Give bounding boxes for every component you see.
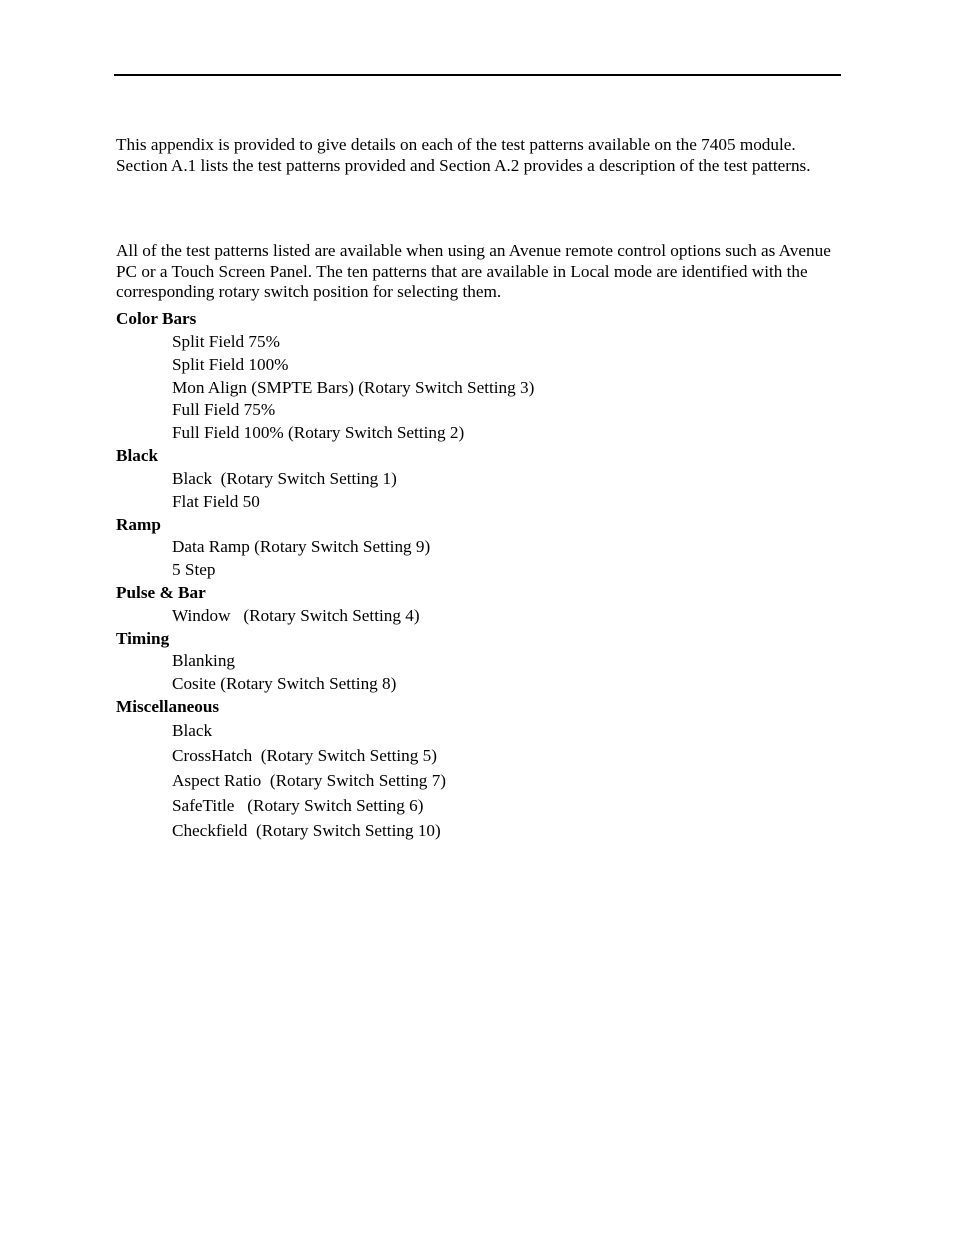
list-item: Data Ramp (Rotary Switch Setting 9) bbox=[172, 537, 431, 556]
list-item: Split Field 75% bbox=[172, 332, 280, 351]
list-item: Black bbox=[172, 721, 213, 740]
header-rule bbox=[114, 74, 841, 76]
category-pulse-and-bar: Pulse & Bar bbox=[116, 583, 206, 602]
list-item: Window (Rotary Switch Setting 4) bbox=[172, 606, 420, 625]
list-item: Split Field 100% bbox=[172, 355, 289, 374]
list-item: 5 Step bbox=[172, 560, 216, 579]
list-item: Cosite (Rotary Switch Setting 8) bbox=[172, 674, 397, 693]
list-item: Mon Align (SMPTE Bars) (Rotary Switch Setting 3) bbox=[172, 378, 535, 397]
list-item: Flat Field 50 bbox=[172, 492, 260, 511]
list-item: CrossHatch (Rotary Switch Setting 5) bbox=[172, 746, 437, 765]
list-item: Full Field 75% bbox=[172, 400, 276, 419]
category-color-bars: Color Bars bbox=[116, 309, 197, 328]
availability-paragraph: All of the test patterns listed are available when using an Avenue remote control options such as Avenue PC or a Touch Screen Panel. The ten patterns that are available in Local mode are identified with the corresponding rotary switch position for selecting them. bbox=[116, 241, 831, 302]
category-miscellaneous: Miscellaneous bbox=[116, 697, 220, 716]
category-timing: Timing bbox=[116, 629, 170, 648]
list-item: Checkfield (Rotary Switch Setting 10) bbox=[172, 821, 441, 840]
list-item: Aspect Ratio (Rotary Switch Setting 7) bbox=[172, 771, 447, 790]
category-ramp: Ramp bbox=[116, 515, 161, 534]
list-item: Blanking bbox=[172, 651, 236, 670]
intro-paragraph: This appendix is provided to give details on each of the test patterns available on the 7405 module. Section A.1 lists the test patterns provided and Section A.2 provides a description of the test patterns. bbox=[116, 135, 811, 175]
list-item: SafeTitle (Rotary Switch Setting 6) bbox=[172, 796, 424, 815]
list-item: Full Field 100% (Rotary Switch Setting 2) bbox=[172, 423, 465, 442]
list-item: Black (Rotary Switch Setting 1) bbox=[172, 469, 397, 488]
category-black: Black bbox=[116, 446, 159, 465]
